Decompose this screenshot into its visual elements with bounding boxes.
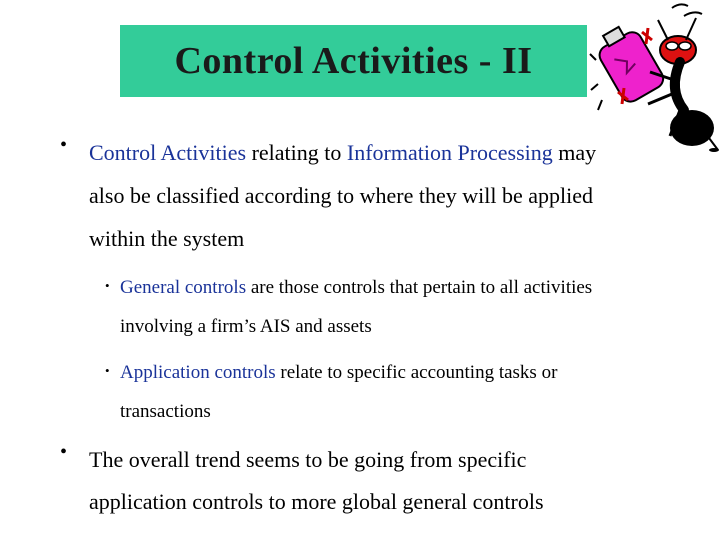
bullet-1-line-2: also be classified according to where they will be applied [89,183,593,208]
sub-bullet-dot: • [105,278,110,293]
bullet-text: relating to [246,140,347,165]
term-application-controls: Application controls [120,362,276,383]
ant-with-bug-spray-icon [588,0,720,160]
bullet-text: may [552,140,597,165]
bullet-dot: • [60,441,68,463]
term-general-controls: General controls [120,277,247,298]
sub-bullet-1-line-1 [120,266,592,309]
bullet-1-line-3: within the system [89,226,245,251]
bullet-1-line-1 [89,132,596,174]
term-information-processing: Information Processing [346,140,553,165]
sub-bullet-1-line-2: involving a firm’s AIS and assets [120,316,372,337]
bullet-text: relate to specific accounting tasks or [275,362,558,383]
title-box [120,25,587,97]
bullet-dot: • [60,134,68,156]
slide-title: Control Activities - II [174,40,533,82]
sub-bullet-2-line-2: transactions [120,401,211,422]
bullet-2-line-1: The overall trend seems to be going from specific [89,447,527,472]
bullet-text: are those controls that pertain to all activities [246,277,593,298]
bullet-2-line-2: application controls to more global general controls [89,489,544,514]
term-control-activities: Control Activities [89,140,247,165]
sub-bullet-dot: • [105,363,110,378]
sub-bullet-2-line-1 [120,351,557,394]
